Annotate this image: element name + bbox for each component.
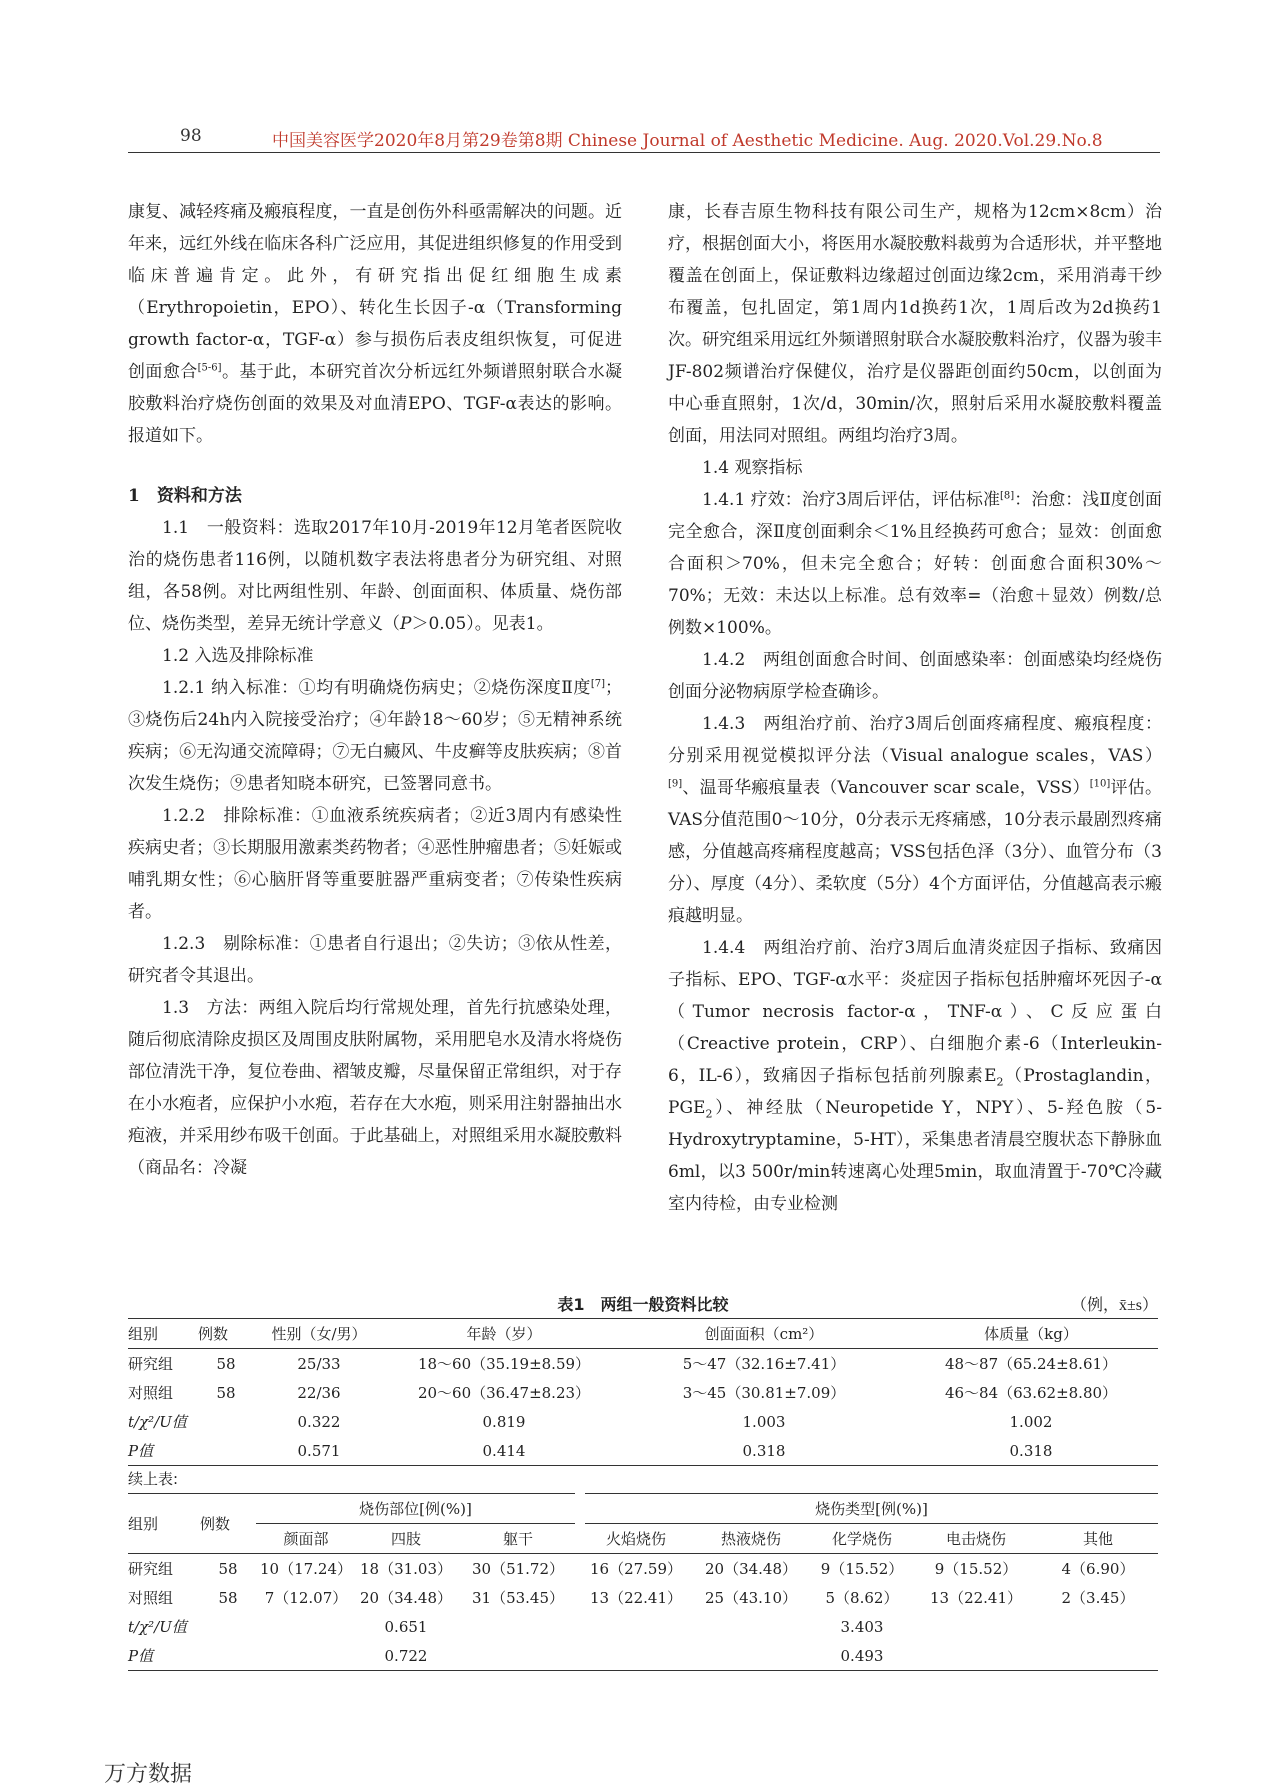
table-cell: 0.318: [1009, 1441, 1053, 1460]
table-header-cell: 四肢: [356, 1524, 456, 1554]
table-cell: 7（12.07）: [264, 1589, 348, 1607]
paragraph: 1.2.3 剔除标准：①患者自行退出；②失访；③依从性差，研究者令其退出。: [128, 934, 622, 986]
table-cell: 0.414: [482, 1441, 526, 1460]
table-cell: 18～60（35.19±8.59）: [417, 1355, 591, 1373]
table-row: [128, 1436, 1158, 1466]
table-cell: 5～47（32.16±7.41）: [682, 1355, 846, 1373]
table-cell: 20～60（36.47±8.23）: [417, 1384, 591, 1402]
table-cell: 58: [218, 1588, 238, 1607]
table-cell: t/χ²/U值: [128, 1413, 187, 1431]
table-cell: 研究组: [128, 1560, 174, 1578]
table-header-cell: 体质量（kg）: [904, 1319, 1158, 1349]
table-cell: 5（8.62）: [825, 1589, 899, 1607]
paragraph: 1.4.3 两组治疗前、治疗3周后创面疼痛程度、瘢痕程度：分别采用视觉模拟评分法（Visual analogue scales，VAS）[9]、温哥华瘢痕量表（Vancouver scar scale，VSS）[10]评估。VAS分值范围0～10分，0分表示无疼痛感，10分表示最剧烈疼痛感，分值越高疼痛程度越高；VSS包括色泽（3分）、血管分布（3分）、厚度（4分）、柔软度（5分）4个方面评估，分值越高表示瘢痕越明显。: [668, 714, 1162, 926]
paragraph: 1.4.4 两组治疗前、治疗3周后血清炎症因子指标、致痛因子指标、EPO、TGF-α水平：炎症因子指标包括肿瘤坏死因子-α（Tumor necrosis factor-α，TNF-α）、C反应蛋白（Creactive protein，CRP）、白细胞介素-6（Interleukin-6，IL-6），致痛因子指标包括前列腺素$E_2(Prostaglandin$，$PGE_2$）、神经肽（Neuropetide Y，NPY）、5-羟色胺（5-Hydroxytryptamine，5-HT），采集患者清晨空腹状态下静脉血6ml，以3 500r/min转速离心处理5min，取血清置于-70℃冷藏室内待检，由专业检测: [668, 938, 1162, 1214]
table-group-header: 烧伤类型[例(%)]: [580, 1494, 1158, 1524]
paragraph: 康复、减轻疼痛及瘢痕程度，一直是创伤外科亟需解决的问题。近年来，远红外线在临床各科广泛应用，其促进组织修复的作用受到临床普遍肯定。此外，有研究指出促红细胞生成素（Erythropoietin，EPO）、转化生长因子-α（Transforming growth factor-α，TGF-α）参与损伤后表皮组织恢复，可促进创面愈合[5-6]。基于此，本研究首次分析远红外频谱照射联合水凝胶敷料治疗烧伤创面的效果及对血清EPO、TGF-α表达的影响。报道如下。: [128, 202, 623, 446]
table1-unit: （例，x̄±s）: [1070, 1297, 1158, 1314]
table-cell: 对照组: [128, 1589, 174, 1607]
table-cell: 13（22.41）: [589, 1589, 683, 1607]
paragraph: 1.2.1 纳入标准：①均有明确烧伤病史；②烧伤深度Ⅱ度[7]；③烧伤后24h内入院接受治疗；④年龄18～60岁；⑤无精神系统疾病；⑥无沟通交流障碍；⑦无白癜风、牛皮癣等皮肤疾病；⑧首次发生烧伤；⑨患者知晓本研究，已签署同意书。: [128, 678, 622, 794]
table-cell: 9（15.52）: [820, 1560, 904, 1578]
table-cell: 18（31.03）: [359, 1560, 453, 1578]
table-cell: 2（3.45）: [1061, 1589, 1135, 1607]
table-cell: 3～45（30.81±7.09）: [682, 1384, 846, 1402]
table-cell: 10（17.24）: [259, 1560, 353, 1578]
table-cell: 25（43.10）: [704, 1589, 798, 1607]
table-cell: 48～87（65.24±8.61）: [944, 1355, 1118, 1373]
table-header-cell: 性别（女/男）: [254, 1319, 384, 1349]
table-header-cell: 组别: [128, 1494, 200, 1554]
table-cell: 16（27.59）: [589, 1560, 683, 1578]
table-row: [128, 1554, 1158, 1584]
table-header-cell: 电击烧伤: [914, 1524, 1038, 1554]
table-header-cell: 躯干: [456, 1524, 580, 1554]
table-cell: 0.493: [840, 1646, 884, 1665]
table-cell: 4（6.90）: [1061, 1560, 1135, 1578]
table1-header-row: [128, 1319, 1158, 1349]
table-cell: 46～84（63.62±8.80）: [944, 1384, 1118, 1402]
paragraph: 康，长春吉原生物科技有限公司生产，规格为12cm×8cm）治疗，根据创面大小，将医用水凝胶敷料裁剪为合适形状，并平整地覆盖在创面上，保证敷料边缘超过创面边缘2cm，采用消毒干纱布覆盖，包扎固定，第1周内1d换药1次，1周后改为2d换药1次。研究组采用远红外频谱照射联合水凝胶敷料治疗，仪器为骏丰JF-802频谱治疗保健仪，治疗是仪器距创面约50cm，以创面为中心垂直照射，1次/d，30min/次，照射后采用水凝胶敷料覆盖创面，用法同对照组。两组均治疗3周。: [668, 202, 1162, 446]
table-cell: 9（15.52）: [934, 1560, 1018, 1578]
paragraph: 1.4 观察指标: [702, 458, 803, 478]
section-heading: 1 资料和方法: [128, 486, 242, 506]
table-cell: 0.819: [482, 1412, 526, 1431]
table-cell: 0.322: [297, 1412, 341, 1431]
table-cell: 0.318: [742, 1441, 786, 1460]
table-cell: 研究组: [128, 1355, 174, 1373]
table1-continued: [128, 1493, 1158, 1671]
table-header-cell: 年龄（岁）: [384, 1319, 624, 1349]
paragraph: 1.3 方法：两组入院后均行常规处理，首先行抗感染处理，随后彻底清除皮损区及周围皮肤附属物，采用肥皂水及清水将烧伤部位清洗干净，复位卷曲、褶皱皮瓣，尽量保留正常组织，对于存在小水疱者，应保护小水疱，若存在大水疱，则采用注射器抽出水疱液，并采用纱布吸干创面。于此基础上，对照组采用水凝胶敷料（商品名：冷凝: [128, 998, 622, 1178]
table-header-cell: 化学烧伤: [810, 1524, 914, 1554]
table-row: [128, 1349, 1158, 1379]
table-row: [128, 1612, 1158, 1641]
left-column: [128, 196, 622, 1184]
table-header-cell: 例数: [198, 1319, 254, 1349]
table2-subheader-row: [128, 1524, 1158, 1554]
page-number: 98: [180, 126, 202, 146]
table-cell: 58: [218, 1559, 238, 1578]
table-continued-label: 续上表:: [128, 1470, 179, 1488]
journal-title: 中国美容医学2020年8月第29卷第8期 Chinese Journal of Aesthetic Medicine. Aug. 2020.Vol.29.No.8: [272, 131, 1103, 151]
table-row: [128, 1641, 1158, 1671]
right-column: [668, 196, 1162, 1220]
page-header: [128, 126, 1160, 153]
table-cell: 1.002: [1009, 1412, 1053, 1431]
table1-title: 表1 两组一般资料比较: [557, 1295, 729, 1314]
table-row: [128, 1378, 1158, 1407]
table-cell: 58: [216, 1354, 236, 1373]
table-header-cell: 其他: [1038, 1524, 1158, 1554]
table-cell: 30（51.72）: [471, 1560, 565, 1578]
paragraph: 1.1 一般资料：选取2017年10月-2019年12月笔者医院收治的烧伤患者116例，以随机数字表法将患者分为研究组、对照组，各58例。对比两组性别、年龄、创面面积、体质量、烧伤部位、烧伤类型，差异无统计学意义（P＞0.05）。见表1。: [128, 518, 622, 634]
table-row: [128, 1407, 1158, 1436]
table1: [128, 1318, 1158, 1466]
table-cell: 20（34.48）: [704, 1560, 798, 1578]
table-cell: 25/33: [297, 1354, 341, 1373]
table-cell: 20（34.48）: [359, 1589, 453, 1607]
table-cell: [198, 1407, 254, 1436]
table-cell: 0.722: [384, 1646, 428, 1665]
table-header-cell: 颜面部: [256, 1524, 356, 1554]
table-header-cell: 例数: [200, 1494, 256, 1554]
table-header-cell: 创面面积（cm²）: [624, 1319, 904, 1349]
table-cell: t/χ²/U值: [128, 1618, 187, 1636]
paragraph: 1.2.2 排除标准：①血液系统疾病者；②近3周内有感染性疾病史者；③长期服用激素类药物者；④恶性肿瘤患者；⑤妊娠或哺乳期女性；⑥心脑肝肾等重要脏器严重病变者；⑦传染性疾病者。: [128, 806, 622, 922]
paragraph: 1.4.2 两组创面愈合时间、创面感染率：创面感染均经烧伤创面分泌物病原学检查确诊。: [668, 650, 1162, 702]
table-cell: 58: [216, 1383, 236, 1402]
table-group-header: 烧伤部位[例(%)]: [256, 1494, 580, 1524]
table-header-cell: 火焰烧伤: [580, 1524, 692, 1554]
table-cell: 3.403: [840, 1617, 884, 1636]
table-row: [128, 1583, 1158, 1612]
table-cell: 0.651: [384, 1617, 428, 1636]
table-cell: 31（53.45）: [471, 1589, 565, 1607]
table-cell: 22/36: [297, 1383, 341, 1402]
paragraph: 1.4.1 疗效：治疗3周后评估，评估标准[8]：治愈：浅Ⅱ度创面完全愈合，深Ⅱ度创面剩余＜1%且经换药可愈合；显效：创面愈合面积＞70%，但未完全愈合；好转：创面愈合面积30%～70%；无效：未达以上标准。总有效率=（治愈＋显效）例数/总例数×100%。: [668, 490, 1162, 638]
table-cell: 0.571: [297, 1441, 341, 1460]
table-cell: [198, 1436, 254, 1466]
footer-logo: 万方数据: [104, 1762, 193, 1787]
paragraph: 1.2 入选及排除标准: [162, 646, 314, 666]
table-header-cell: 热液烧伤: [692, 1524, 810, 1554]
table-cell: 13（22.41）: [929, 1589, 1023, 1607]
table-cell: 1.003: [742, 1412, 786, 1431]
table-cell: 对照组: [128, 1384, 174, 1402]
table-cell: P值: [128, 1647, 154, 1665]
table2-group-row: [128, 1494, 1158, 1524]
table-cell: P值: [128, 1442, 154, 1460]
table-header-cell: 组别: [128, 1319, 198, 1349]
